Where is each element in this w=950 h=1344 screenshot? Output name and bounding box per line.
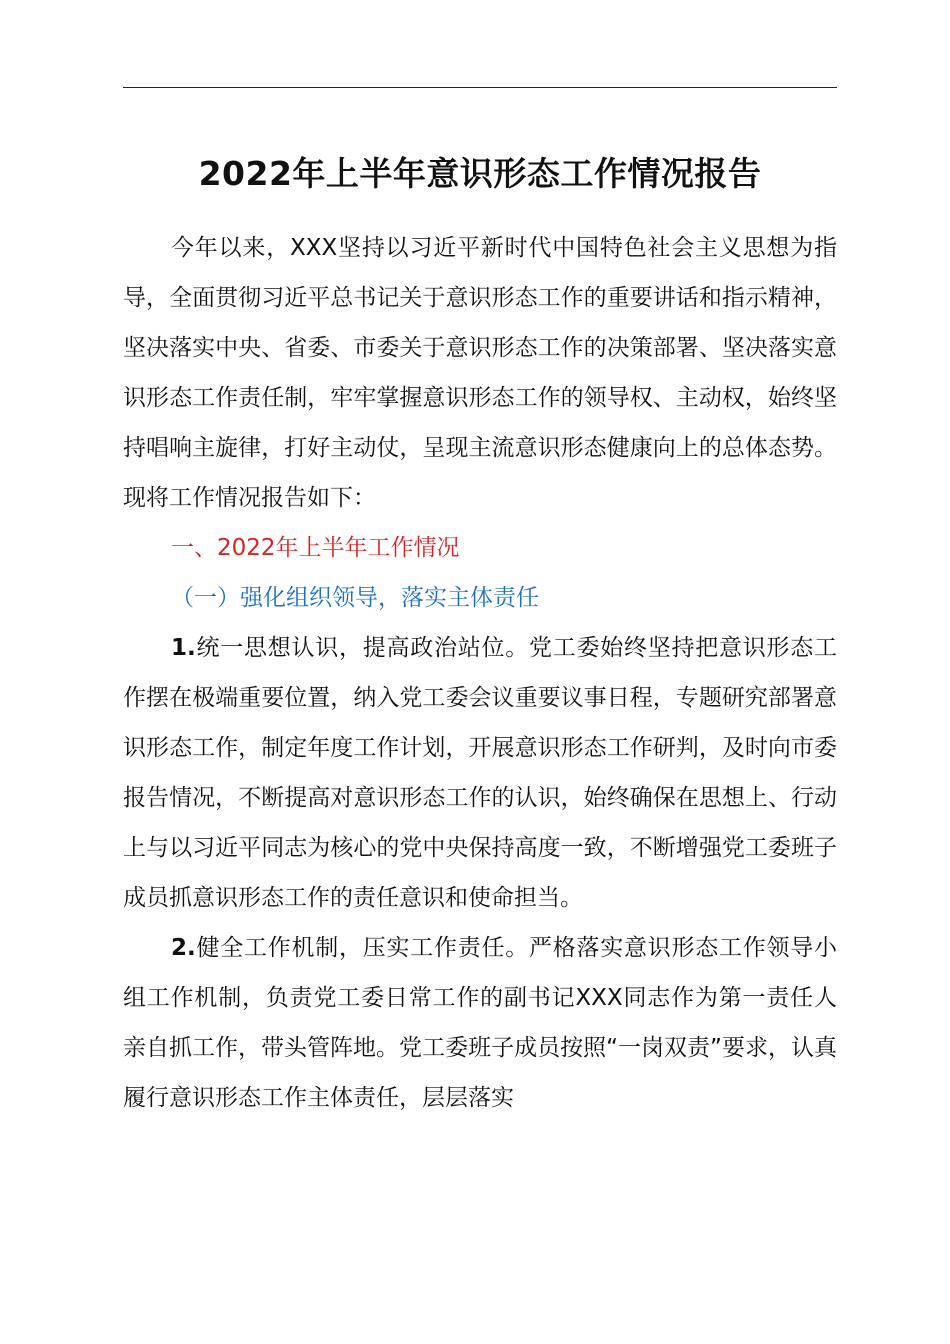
intro-paragraph: 今年以来，XXX坚持以习近平新时代中国特色社会主义思想为指导，全面贯彻习近平总书记关于意识形态工作的重要讲话和指示精神，坚决落实中央、省委、市委关于意识形态工作的决策部署、坚决落实意识形态工作责任制，牢牢掌握意识形态工作的领导权、主动权，始终坚持唱响主旋律，打好主动仗，呈现主流意识形态健康向上的总体态势。现将工作情况报告如下： (123, 235, 837, 511)
item-text-1: 统一思想认识，提高政治站位。党工委始终坚持把意识形态工作摆在极端重要位置，纳入党工委会议重要议事日程，专题研究部署意识形态工作，制定年度工作计划，开展意识形态工作研判，及时向市委报告情况，不断提高对意识形态工作的认识，始终确保在思想上、行动上与以习近平同志为核心的党中央保持高度一致，不断增强党工委班子成员抓意识形态工作的责任意识和使命担当。 (123, 635, 837, 911)
item-paragraph-2 (123, 923, 837, 1123)
item-number-2: 2. (171, 935, 196, 961)
item-paragraph-1 (123, 623, 837, 923)
document-body (123, 223, 837, 1123)
subsection-heading-1: （一）强化组织领导，落实主体责任 (171, 585, 539, 611)
section-heading-1: 一、2022年上半年工作情况 (171, 535, 460, 561)
document-title: 2022年上半年意识形态工作情况报告 (198, 154, 762, 193)
item-number-1: 1. (171, 635, 196, 661)
header-rule (123, 87, 837, 88)
item-text-2: 健全工作机制，压实工作责任。严格落实意识形态工作领导小组工作机制，负责党工委日常工作的副书记XXX同志作为第一责任人亲自抓工作，带头管阵地。党工委班子成员按照“一岗双责”要求，认真履行意识形态工作主体责任，层层落实 (123, 935, 837, 1111)
